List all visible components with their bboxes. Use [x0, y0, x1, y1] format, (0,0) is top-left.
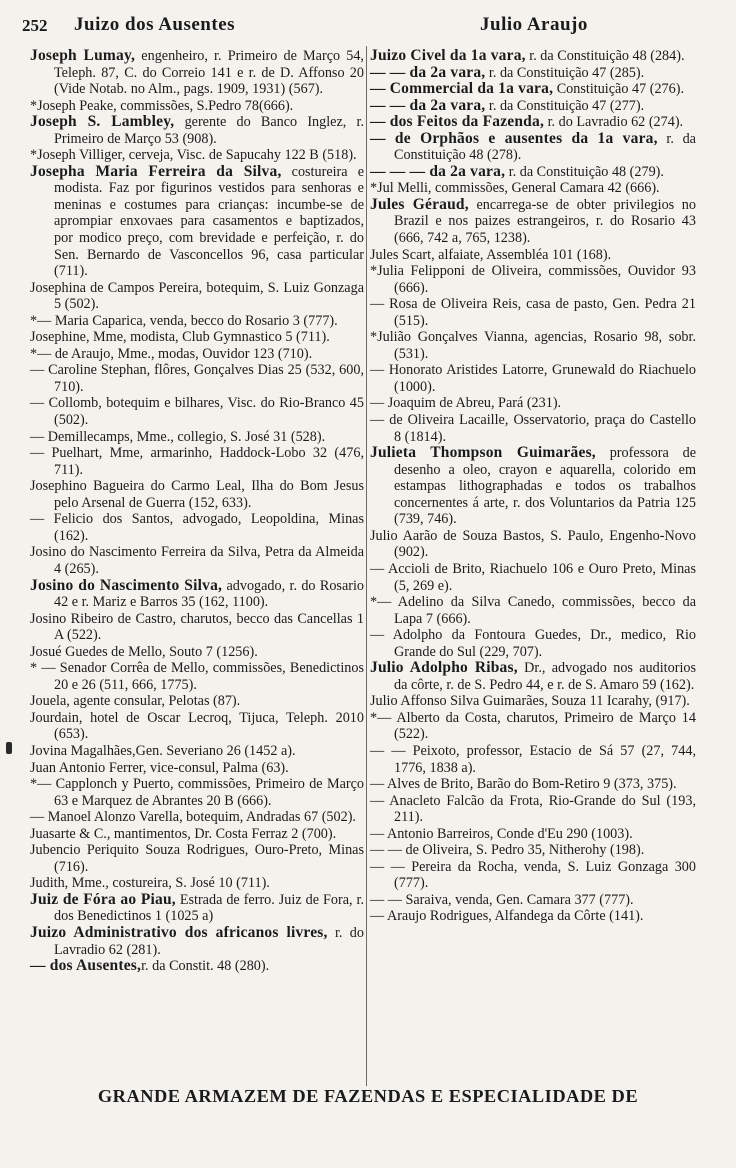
- entry-name: Joseph Lumay,: [30, 47, 136, 64]
- directory-entry: [370, 710, 696, 743]
- directory-entry: [30, 826, 364, 843]
- entry-text: — — de Oliveira, S. Pedro 35, Nitherohy (198).: [370, 842, 645, 859]
- entry-text: Josué Guedes de Mello, Souto 7 (1256).: [30, 643, 258, 660]
- column-divider: [366, 46, 367, 1086]
- directory-entry: [370, 48, 696, 65]
- entry-text: — Collomb, botequim e bilhares, Visc. do Rio-Branco 45 (502).: [30, 395, 364, 429]
- entry-text: — Felicio dos Santos, advogado, Leopoldina, Minas (162).: [30, 511, 364, 544]
- entry-text: *— Maria Caparica, venda, becco do Rosario 3 (777).: [30, 312, 338, 329]
- directory-entry: [30, 346, 364, 363]
- entry-text: — Honorato Aristides Latorre, Grunewald do Riachuelo (1000).: [370, 362, 696, 395]
- footer-advertisement: GRANDE ARMAZEM DE FAZENDAS E ESPECIALIDADE DE: [97, 1086, 639, 1106]
- entry-text: r. da Constituição 47 (285).: [485, 64, 645, 81]
- entry-name: — dos Ausentes,: [30, 957, 142, 975]
- entry-text: Juasarte & C., mantimentos, Dr. Costa Ferraz 2 (700).: [30, 825, 337, 842]
- directory-entry: [30, 544, 364, 577]
- directory-entry: [30, 892, 364, 925]
- entry-text: r. da Constit. 48 (280).: [141, 958, 270, 975]
- entry-text: Julio Affonso Silva Guimarães, Souza 11 Icarahy, (917).: [370, 693, 690, 710]
- directory-entry: [370, 197, 696, 247]
- directory-entry: [30, 842, 364, 875]
- directory-entry: [370, 247, 696, 264]
- running-head-right: Julio Araujo: [480, 14, 588, 35]
- entry-text: r. da Constituição 48 (278).: [394, 130, 696, 164]
- entry-name: — — da 2a vara,: [370, 63, 486, 81]
- directory-entry: [30, 611, 364, 644]
- directory-entry: [370, 842, 696, 859]
- entry-name: Juizo Civel da 1a vara,: [370, 47, 526, 64]
- directory-entry: [30, 511, 364, 544]
- directory-entry: [30, 660, 364, 693]
- entry-name: Juizo Administrativo dos africanos livres,: [30, 923, 328, 941]
- entry-name: Josepha Maria Ferreira da Silva,: [30, 162, 282, 180]
- entry-text: r. da Constituição 48 (279).: [505, 163, 664, 180]
- directory-entry: [30, 445, 364, 478]
- directory-entry: [370, 528, 696, 561]
- directory-entry: [30, 760, 364, 777]
- entry-text: Jules Scart, alfaiate, Assembléa 101 (168).: [370, 246, 612, 263]
- entry-text: — Adolpho da Fontoura Guedes, Dr., medico, Rio Grande do Sul (229, 707).: [370, 627, 696, 660]
- entry-text: — Accioli de Brito, Riachuelo 106 e Ouro Preto, Minas (5, 269 e).: [370, 560, 696, 594]
- directory-entry: [370, 908, 696, 925]
- page-number: 252: [22, 16, 48, 35]
- directory-entry: [30, 362, 364, 395]
- directory-entry: [370, 826, 696, 843]
- entry-text: advogado, r. do Rosario 42 e r. Mariz e Barros 35 (162, 1100).: [54, 577, 365, 611]
- directory-entry: [30, 313, 364, 330]
- directory-entry: [30, 776, 364, 809]
- entry-text: — — Peixoto, professor, Estacio de Sá 57 (27, 744, 1776, 1838 a).: [370, 742, 696, 776]
- entry-text: costureira e modista. Faz por figurinos vestidos para senhoras e meninas e costumes para crianças: incumbe-se de aprompiar enxovaes para casamentos e baptizados, por modico preço, com brevidade e perfeição, r. do Sen. Bernardo de Vasconcellos 96, casa particular (711).: [54, 163, 364, 280]
- directory-entry: [30, 710, 364, 743]
- directory-entry: [30, 478, 364, 511]
- entry-text: engenheiro, r. Primeiro de Março 54, Teleph. 87, C. do Correio 141 e r. de D. Affonso 20 (Vide Notab. no Alm., pags. 1909, 1931) (567).: [54, 48, 364, 98]
- entry-text: Josephino Bagueira do Carmo Leal, Ilha do Bom Jesus pelo Arsenal de Guerra (152, 633).: [30, 478, 364, 511]
- entry-name: — dos Feitos da Fazenda,: [370, 113, 545, 131]
- entry-text: Constituição 47 (276).: [553, 81, 684, 98]
- entry-text: *Julião Gonçalves Vianna, agencias, Rosario 98, sobr. (531).: [370, 329, 696, 362]
- directory-entry: [370, 445, 696, 528]
- directory-entry: [30, 164, 364, 280]
- running-head-left: Juizo dos Ausentes: [74, 14, 236, 35]
- entry-text: *— de Araujo, Mme., modas, Ouvidor 123 (710).: [30, 345, 313, 362]
- entry-text: encarrega-se de obter privilegios no Brazil e nos paizes estrangeiros, r. do Rosario 43 (666, 742 a, 765, 1238).: [394, 196, 696, 247]
- entry-text: Jouela, agente consular, Pelotas (87).: [30, 693, 241, 710]
- directory-entry: [370, 131, 696, 164]
- entry-text: — Antonio Barreiros, Conde d'Eu 290 (1003).: [370, 825, 633, 842]
- directory-entry: [30, 114, 364, 147]
- entry-text: — Demillecamps, Mme., collegio, S. José 31 (528).: [30, 428, 326, 445]
- directory-entry: [30, 147, 364, 164]
- directory-entry: [370, 412, 696, 445]
- entry-text: — Araujo Rodrigues, Alfandega da Côrte (141).: [370, 908, 644, 925]
- directory-entry: [30, 578, 364, 611]
- entry-text: — Puelhart, Mme, armarinho, Haddock-Lobo 32 (476, 711).: [30, 445, 364, 478]
- directory-entry: [30, 395, 364, 428]
- entry-name: Joseph S. Lambley,: [30, 113, 175, 131]
- entry-text: Josephine, Mme, modista, Club Gymnastico 5 (711).: [30, 329, 330, 346]
- margin-mark-icon: [6, 742, 12, 754]
- directory-entry: [370, 114, 696, 131]
- directory-entry: [370, 65, 696, 82]
- directory-entry: [30, 693, 364, 710]
- entry-text: r. do Lavradio 62 (274).: [544, 114, 684, 131]
- directory-entry: [370, 263, 696, 296]
- directory-entry: [370, 164, 696, 181]
- entry-text: — Alves de Brito, Barão do Bom-Retiro 9 (373, 375).: [370, 776, 677, 793]
- entry-text: r. do Lavradio 62 (281).: [54, 924, 364, 958]
- entry-text: professora de desenho a oleo, crayon e aquarella, colorido em estampas lithographadas e todos os trabalhos concernentes á arte, r. dos Voluntarios da Patria 125 (739, 746).: [394, 445, 696, 528]
- entry-text: — Caroline Stephan, flôres, Gonçalves Dias 25 (532, 600, 710).: [30, 362, 364, 395]
- directory-entry: [370, 660, 696, 693]
- entry-text: — de Oliveira Lacaille, Osservatorio, praça do Castello 8 (1814).: [370, 412, 696, 445]
- directory-entry: [30, 875, 364, 892]
- directory-entry: [30, 98, 364, 115]
- directory-entry: [370, 98, 696, 115]
- entry-text: gerente do Banco Inglez, r. Primeiro de Março 53 (908).: [54, 114, 364, 147]
- entry-text: Julio Aarão de Souza Bastos, S. Paulo, Engenho-Novo (902).: [370, 527, 696, 561]
- directory-entry: [370, 362, 696, 395]
- entry-text: — — Pereira da Rocha, venda, S. Luiz Gonzaga 300 (777).: [370, 858, 696, 892]
- entry-name: Julio Adolpho Ribas,: [370, 659, 518, 677]
- entry-text: Josephina de Campos Pereira, botequim, S. Luiz Gonzaga 5 (502).: [30, 279, 364, 313]
- directory-entry: [370, 892, 696, 909]
- directory-entry: [30, 809, 364, 826]
- entry-text: *Joseph Peake, commissões, S.Pedro 78(666).: [30, 97, 294, 114]
- entry-text: — Manoel Alonzo Varella, botequim, Andradas 67 (502).: [30, 809, 356, 826]
- entry-text: *Jul Melli, commissões, General Camara 42 (666).: [370, 180, 660, 197]
- directory-entry: [30, 329, 364, 346]
- directory-entry: [370, 594, 696, 627]
- directory-entry: [30, 925, 364, 958]
- directory-entry: [30, 280, 364, 313]
- directory-entry: [370, 81, 696, 98]
- entry-text: *Joseph Villiger, cerveja, Visc. de Sapucahy 122 B (518).: [30, 147, 357, 164]
- entry-text: *— Adelino da Silva Canedo, commissões, becco da Lapa 7 (666).: [370, 594, 696, 627]
- entry-text: Judith, Mme., costureira, S. José 10 (711).: [30, 875, 270, 892]
- entry-text: — — Saraiva, venda, Gen. Camara 377 (777).: [370, 891, 634, 908]
- entry-text: Dr., advogado nos auditorios da côrte, r. de S. Pedro 44, e r. de S. Amaro 59 (162).: [394, 660, 696, 693]
- entry-name: — de Orphãos e ausentes da 1a vara,: [370, 129, 658, 147]
- directory-entry: [370, 793, 696, 826]
- entry-text: Josino Ribeiro de Castro, charutos, becco das Cancellas 1 A (522).: [30, 610, 364, 644]
- entry-text: Josino do Nascimento Ferreira da Silva, Petra da Almeida 4 (265).: [30, 544, 364, 577]
- entry-text: r. da Constituição 47 (277).: [485, 97, 645, 114]
- directory-entry: [30, 644, 364, 661]
- directory-entry: [370, 180, 696, 197]
- directory-entry: [370, 296, 696, 329]
- entry-name: — Commercial da 1a vara,: [370, 80, 554, 98]
- directory-entry: [370, 329, 696, 362]
- directory-entry: [370, 776, 696, 793]
- entry-text: Jubencio Periquito Souza Rodrigues, Ouro-Preto, Minas (716).: [30, 842, 364, 875]
- directory-entry: [370, 693, 696, 710]
- entry-text: *— Alberto da Costa, charutos, Primeiro de Março 14 (522).: [370, 709, 696, 743]
- entry-text: Jourdain, hotel de Oscar Lecroq, Tijuca, Teleph. 2010 (653).: [30, 709, 364, 743]
- entry-name: Julieta Thompson Guimarães,: [370, 444, 596, 462]
- directory-entry: [30, 48, 364, 98]
- entry-text: r. da Constituição 48 (284).: [525, 48, 685, 64]
- entry-text: — Anacleto Falcão da Frota, Rio-Grande do Sul (193, 211).: [370, 792, 696, 826]
- entry-text: Juan Antonio Ferrer, vice-consul, Palma (63).: [30, 759, 289, 776]
- directory-entry: [30, 743, 364, 760]
- entry-name: — — — da 2a vara,: [370, 162, 506, 180]
- directory-entry: [30, 958, 364, 975]
- directory-entry: [370, 743, 696, 776]
- entry-name: — — da 2a vara,: [370, 96, 486, 114]
- entry-name: Jules Géraud,: [370, 195, 469, 213]
- directory-entry: [370, 561, 696, 594]
- entry-text: *Julia Felipponi de Oliveira, commissões, Ouvidor 93 (666).: [370, 263, 696, 296]
- entry-text: — Joaquim de Abreu, Pará (231).: [370, 395, 562, 412]
- right-column: [370, 48, 696, 925]
- entry-name: Josino do Nascimento Silva,: [30, 576, 223, 594]
- directory-entry: [370, 395, 696, 412]
- directory-entry: [370, 627, 696, 660]
- entry-text: * — Senador Corrêa de Mello, commissões, Benedictinos 20 e 26 (511, 666, 1775).: [30, 660, 364, 693]
- left-column: [30, 48, 364, 975]
- page-header: [22, 14, 714, 40]
- entry-name: Juiz de Fóra ao Piau,: [30, 890, 176, 908]
- directory-entry: [370, 859, 696, 892]
- directory-entry: [30, 429, 364, 446]
- entry-text: Estrada de ferro. Juiz de Fora, r. dos Benedictinos 1 (1025 a): [54, 891, 364, 925]
- entry-text: — Rosa de Oliveira Reis, casa de pasto, Gen. Pedra 21 (515).: [370, 296, 696, 329]
- entry-text: Jovina Magalhães,Gen. Severiano 26 (1452 a).: [30, 742, 296, 759]
- entry-text: *— Capplonch y Puerto, commissões, Primeiro de Março 63 e Marquez de Abrantes 20 B (666).: [30, 776, 364, 809]
